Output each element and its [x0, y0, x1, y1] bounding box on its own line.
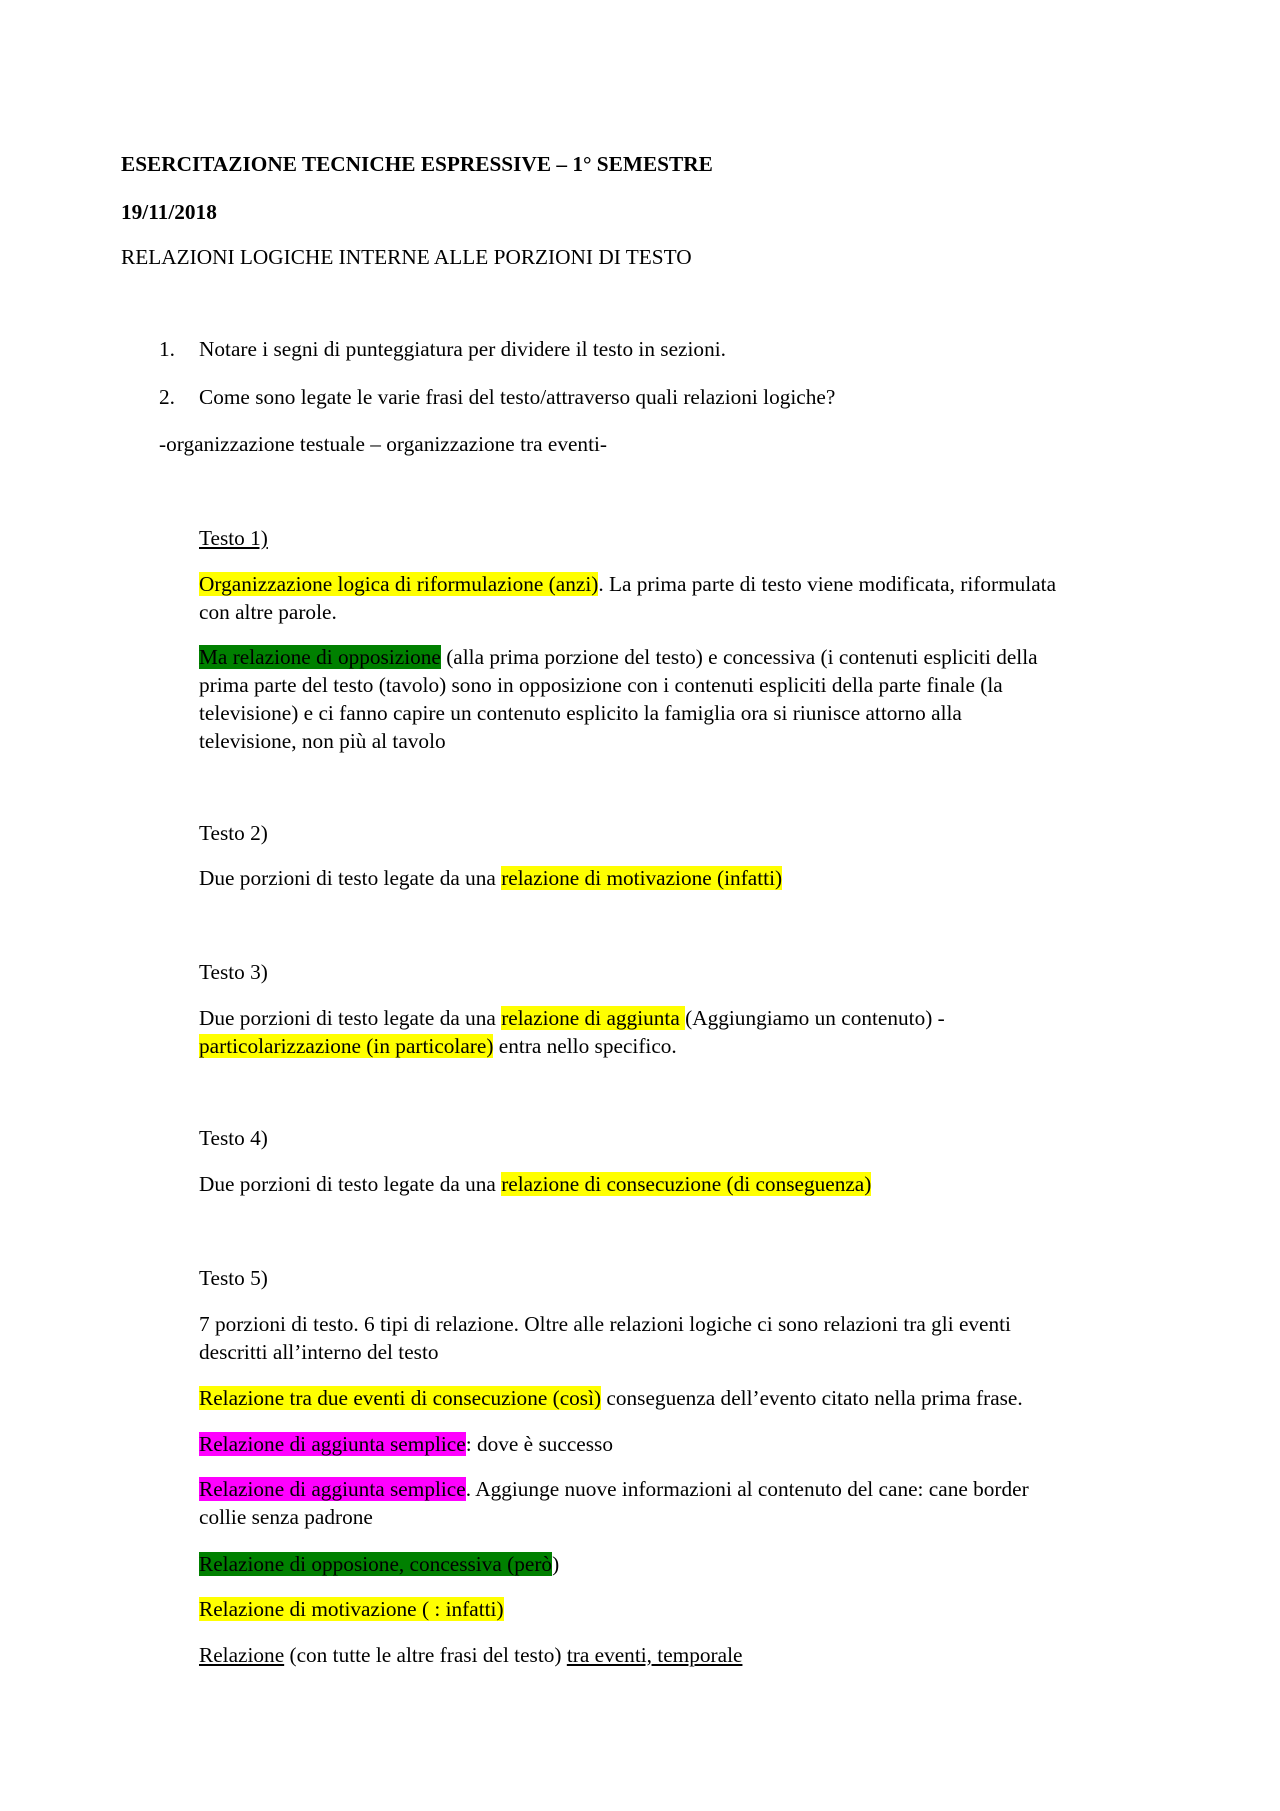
- testo2-paragraph: [199, 864, 782, 892]
- highlight-particolarizzazione: particolarizzazione (in particolare): [199, 1034, 494, 1058]
- underlined-tra-eventi: tra eventi, temporale: [566, 1643, 743, 1667]
- relation-item: [199, 1475, 1189, 1531]
- highlight-opposione: Relazione di opposione, concessiva (però: [199, 1552, 553, 1576]
- testo1-paragraph2: [199, 643, 1189, 755]
- paragraph-text: collie senza padrone: [199, 1505, 373, 1529]
- highlight-aggiunta-semplice: Relazione di aggiunta semplice: [199, 1477, 466, 1501]
- paragraph-text: televisione, non più al tavolo: [199, 729, 446, 753]
- paragraph-text: : dove è successo: [465, 1432, 613, 1456]
- paragraph-text: prima parte del testo (tavolo) sono in opposizione con i contenuti espliciti della parte finale (la: [199, 673, 1003, 697]
- highlight-riformulazione: Organizzazione logica di riformulazione (anzi): [199, 572, 599, 596]
- relation-item: [199, 1641, 742, 1669]
- paragraph-text: Due porzioni di testo legate da una: [199, 1006, 502, 1030]
- paragraph-text: (Aggiungiamo un contenuto) -: [685, 1006, 945, 1030]
- paragraph-text: entra nello specifico.: [493, 1034, 677, 1058]
- testo5-intro: [199, 1310, 1189, 1366]
- paragraph-text: (con tutte le altre frasi del testo): [284, 1643, 567, 1667]
- document-date: 19/11/2018: [121, 200, 217, 224]
- relation-item: [199, 1595, 504, 1623]
- list-text: Notare i segni di punteggiatura per dividere il testo in sezioni.: [199, 337, 726, 361]
- relation-item: [199, 1384, 1023, 1412]
- intro-note: -organizzazione testuale – organizzazione tra eventi-: [159, 432, 607, 456]
- highlight-motivazione: relazione di motivazione (infatti): [501, 866, 783, 890]
- paragraph-text: Due porzioni di testo legate da una: [199, 866, 502, 890]
- paragraph-text: . La prima parte di testo viene modificata, riformulata: [598, 572, 1057, 596]
- testo3-paragraph: [199, 1004, 1189, 1060]
- testo4-heading: Testo 4): [199, 1126, 268, 1150]
- paragraph-text: descritti all’interno del testo: [199, 1340, 439, 1364]
- paragraph-text: ): [552, 1552, 560, 1576]
- underlined-relazione: Relazione: [199, 1643, 285, 1667]
- testo3-heading: Testo 3): [199, 960, 268, 984]
- paragraph-text: 7 porzioni di testo. 6 tipi di relazione. Oltre alle relazioni logiche ci sono relazioni tra gli eventi: [199, 1312, 1011, 1336]
- highlight-aggiunta: relazione di aggiunta: [501, 1006, 686, 1030]
- testo2-heading: Testo 2): [199, 821, 268, 845]
- highlight-opposizione: Ma relazione di opposizione: [199, 645, 441, 669]
- list-number: 2.: [159, 385, 175, 409]
- list-item: [159, 335, 726, 363]
- relation-item: [199, 1430, 613, 1458]
- paragraph-text: conseguenza dell’evento citato nella prima frase.: [601, 1386, 1023, 1410]
- paragraph-text: televisione) e ci fanno capire un contenuto esplicito la famiglia ora si riunisce attorno alla: [199, 701, 962, 725]
- paragraph-text: (alla prima porzione del testo) e concessiva (i contenuti espliciti della: [440, 645, 1038, 669]
- document-title: ESERCITAZIONE TECNICHE ESPRESSIVE – 1° SEMESTRE: [121, 152, 713, 176]
- testo1-paragraph1: [199, 570, 1189, 626]
- highlight-aggiunta-semplice: Relazione di aggiunta semplice: [199, 1432, 466, 1456]
- highlight-motivazione: Relazione di motivazione ( : infatti): [199, 1597, 504, 1621]
- list-item: [159, 383, 835, 411]
- paragraph-text: con altre parole.: [199, 600, 337, 624]
- list-number: 1.: [159, 337, 175, 361]
- document-subtitle: RELAZIONI LOGICHE INTERNE ALLE PORZIONI DI TESTO: [121, 245, 692, 269]
- highlight-consecuzione-eventi: Relazione tra due eventi di consecuzione (così): [199, 1386, 602, 1410]
- testo5-heading: Testo 5): [199, 1266, 268, 1290]
- paragraph-text: Due porzioni di testo legate da una: [199, 1172, 502, 1196]
- paragraph-text: . Aggiunge nuove informazioni al contenuto del cane: cane border: [465, 1477, 1029, 1501]
- list-text: Come sono legate le varie frasi del testo/attraverso quali relazioni logiche?: [199, 385, 836, 409]
- testo4-paragraph: [199, 1170, 871, 1198]
- testo1-heading: Testo 1): [199, 526, 268, 550]
- highlight-consecuzione: relazione di consecuzione (di conseguenza): [501, 1172, 872, 1196]
- relation-item: [199, 1550, 559, 1578]
